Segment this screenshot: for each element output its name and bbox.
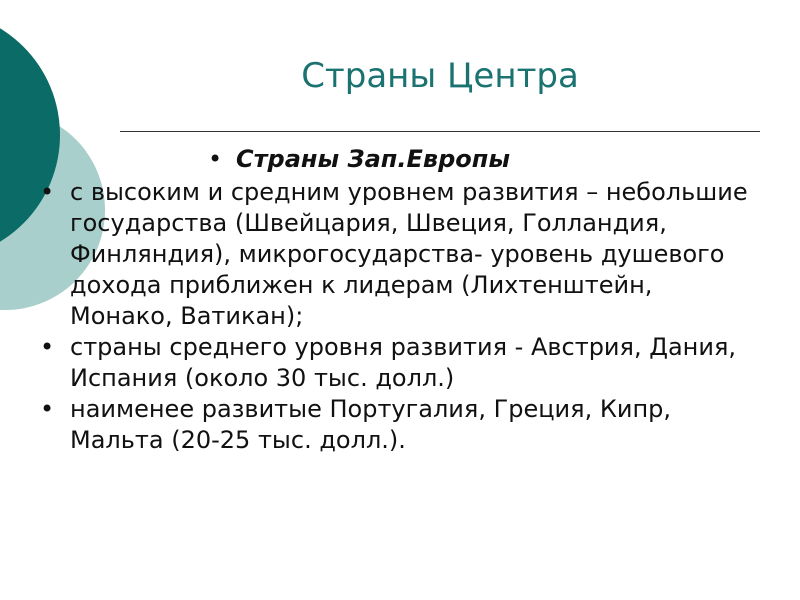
slide-body: [40, 144, 760, 456]
list-item: [40, 177, 760, 332]
bullet-icon: •: [208, 145, 223, 173]
list-item: [40, 394, 760, 456]
list-item-text: наименее развитые Португалия, Греция, Кипр, Мальта (20-25 тыс. долл.).: [70, 395, 672, 454]
subheading: [208, 144, 760, 175]
bullet-icon: •: [40, 178, 55, 206]
bullet-icon: •: [40, 395, 55, 423]
list-item-text: страны среднего уровня развития - Австрия, Дания, Испания (около 30 тыс. долл.): [70, 333, 737, 392]
title-divider: [120, 131, 760, 132]
bullet-list: [40, 177, 760, 456]
bullet-icon: •: [40, 333, 55, 361]
slide-title: Страны Центра: [301, 56, 579, 96]
list-item-text: с высоким и средним уровнем развития – небольшие государства (Швейцария, Швеция, Голландия, Финляндия), микрогосударства- уровень душевого дохода приближен к лидерам (Лихтенштейн, Монако, Ватикан);: [70, 178, 748, 330]
list-item: [40, 332, 760, 394]
subheading-text: Страны Зап.Европы: [236, 145, 511, 173]
